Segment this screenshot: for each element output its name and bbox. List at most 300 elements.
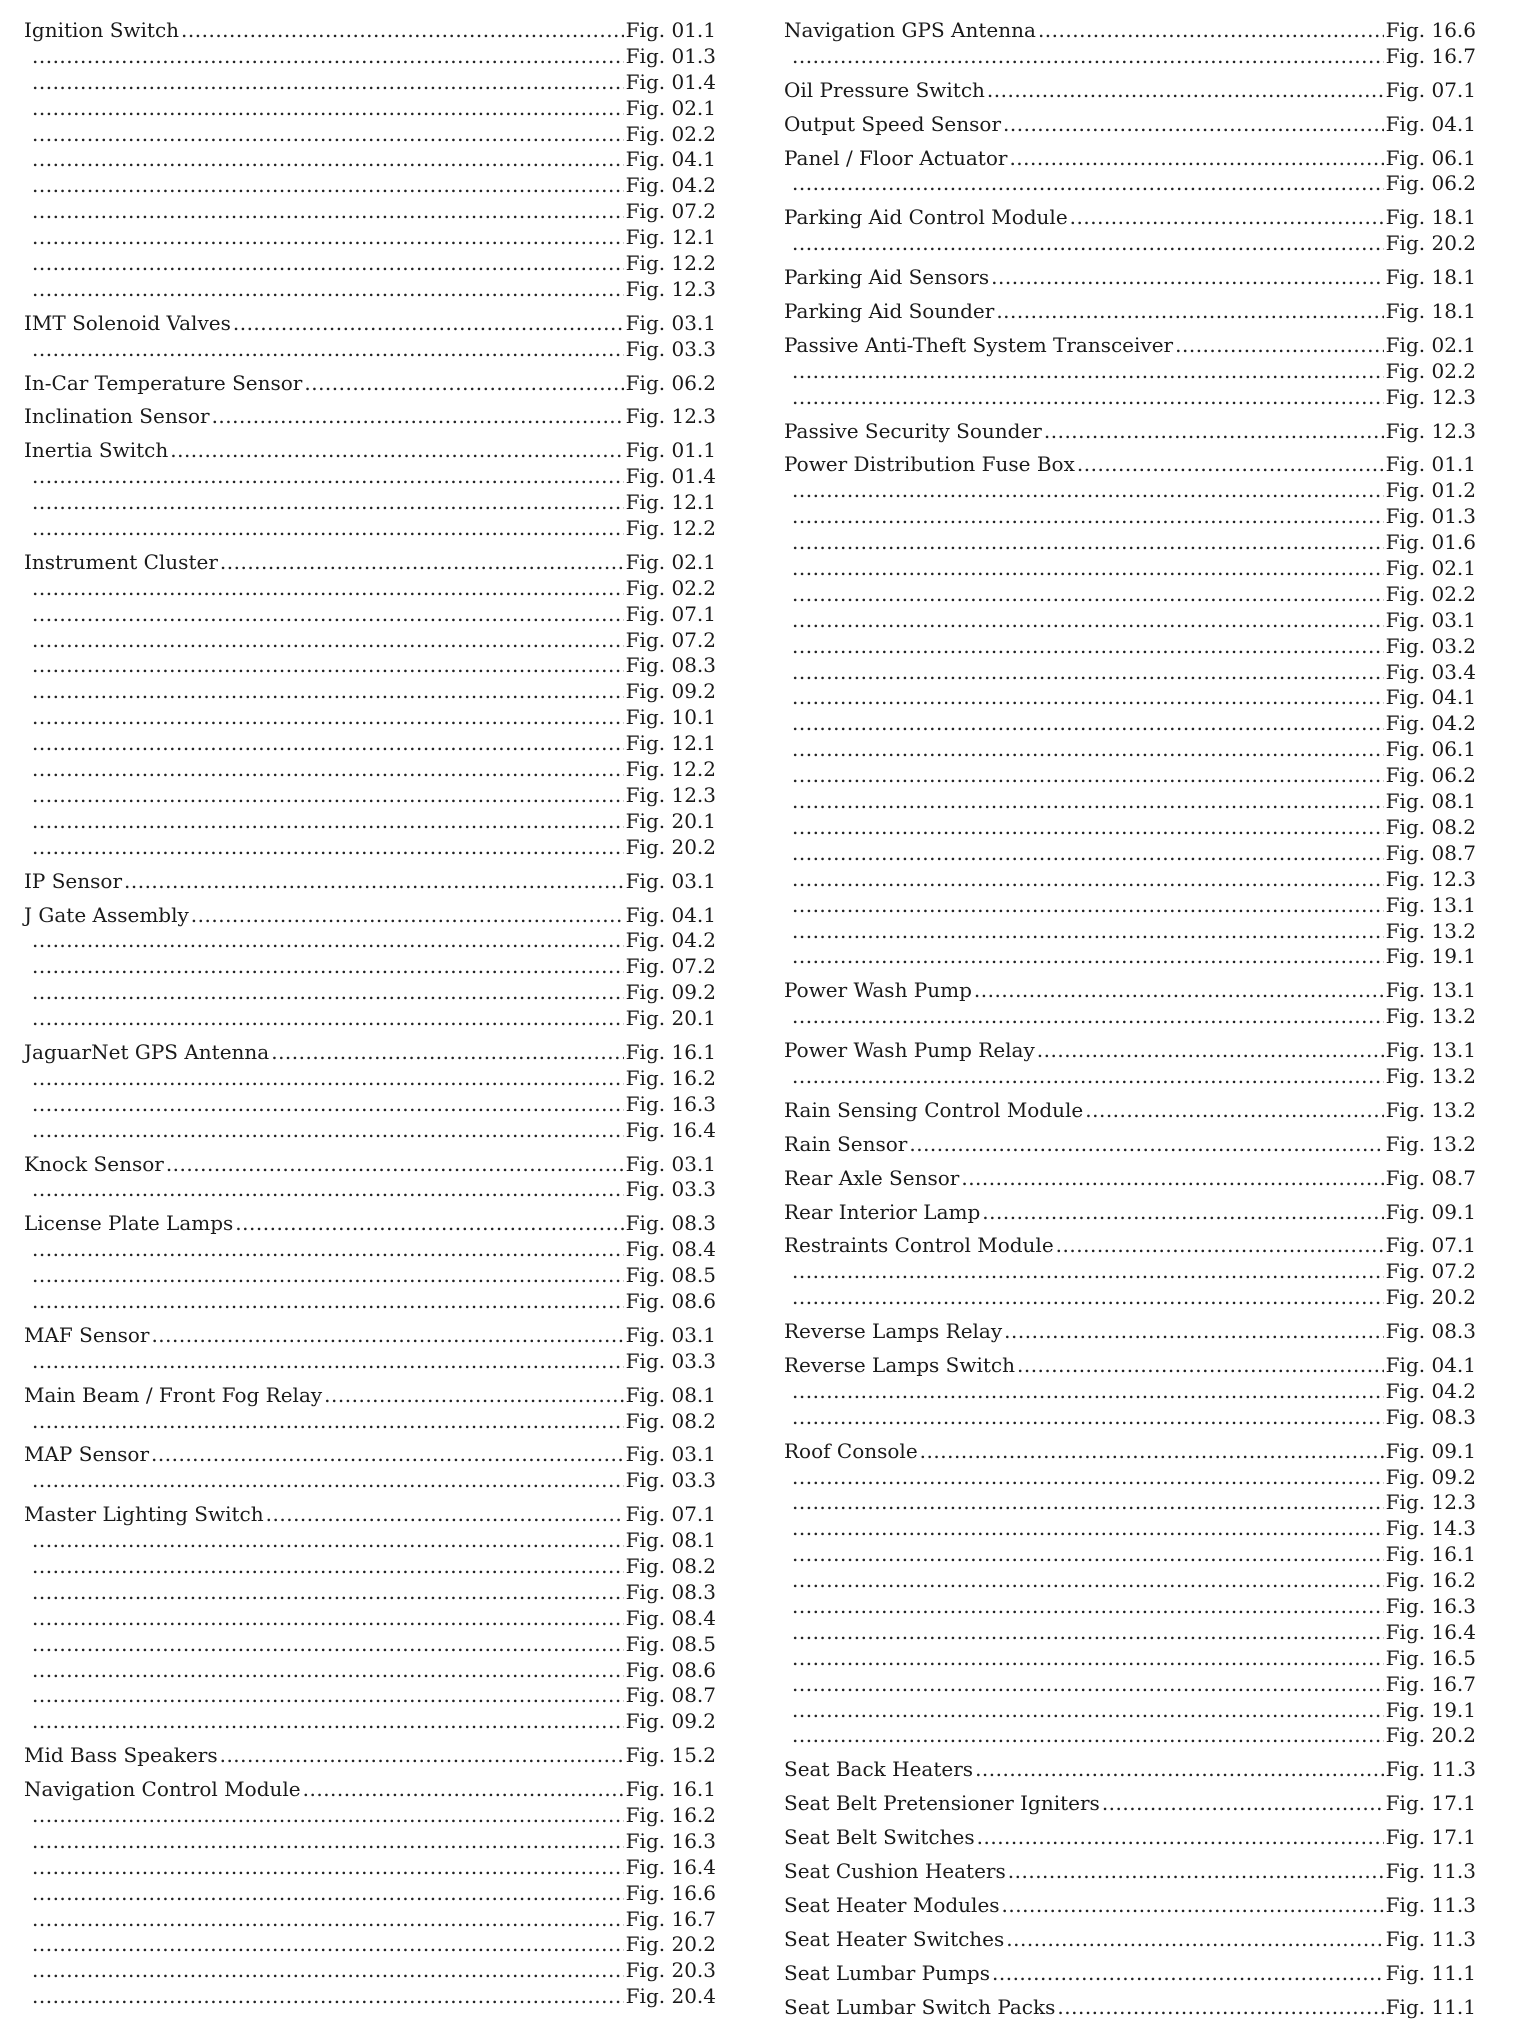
index-entry-continuation-line — [784, 919, 1476, 945]
figure-reference[interactable]: Fig. 16.7 — [1385, 43, 1476, 68]
figure-reference[interactable]: Fig. 16.6 — [1385, 18, 1476, 42]
figure-reference[interactable]: Fig. 12.3 — [625, 404, 716, 429]
dot-leader — [32, 1092, 624, 1118]
index-entry-continuation-line — [24, 1881, 716, 1907]
index-entry-continuation-line — [784, 1594, 1476, 1620]
figure-reference[interactable]: Fig. 03.1 — [625, 310, 716, 335]
index-entry-line — [24, 1211, 716, 1237]
figure-reference[interactable]: Fig. 08.7 — [1385, 1165, 1476, 1190]
dot-leader — [32, 122, 624, 148]
index-entry-continuation-line — [784, 231, 1476, 257]
figure-reference[interactable]: Fig. 13.2 — [1385, 1097, 1476, 1122]
dot-leader — [32, 1409, 624, 1435]
figure-reference[interactable]: Fig. 13.2 — [1385, 1131, 1476, 1156]
index-entry — [784, 1132, 1476, 1158]
index-entry-line — [784, 419, 1476, 445]
index-entry-continuation-line — [24, 653, 716, 679]
figure-reference[interactable]: Fig. 13.1 — [1385, 892, 1476, 917]
figure-reference[interactable]: Fig. 12.3 — [1385, 1490, 1476, 1515]
index-entry-line — [24, 1040, 716, 1066]
figure-reference[interactable]: Fig. 04.1 — [1385, 111, 1476, 136]
figure-reference[interactable]: Fig. 18.1 — [1385, 265, 1476, 290]
figure-reference[interactable]: Fig. 04.1 — [625, 902, 716, 927]
component-name: Reverse Lamps Relay — [784, 1319, 1003, 1344]
figure-reference[interactable]: Fig. 08.1 — [1385, 789, 1476, 814]
index-entry-continuation-line — [24, 1829, 716, 1855]
figure-reference[interactable]: Fig. 16.2 — [1385, 1568, 1476, 1593]
figure-reference[interactable]: Fig. 12.3 — [1385, 866, 1476, 891]
figure-reference[interactable]: Fig. 16.3 — [1385, 1593, 1476, 1618]
figure-reference[interactable]: Fig. 10.1 — [625, 705, 716, 730]
figure-reference[interactable]: Fig. 03.4 — [1385, 659, 1476, 684]
component-name: In-Car Temperature Sensor — [24, 370, 303, 395]
figure-reference[interactable]: Fig. 12.3 — [625, 276, 716, 301]
figure-reference[interactable]: Fig. 08.2 — [1385, 814, 1476, 839]
figure-reference[interactable]: Fig. 12.3 — [1385, 418, 1476, 443]
figure-reference[interactable]: Fig. 02.1 — [625, 549, 716, 574]
dot-leader — [792, 660, 1384, 686]
figure-reference[interactable]: Fig. 08.3 — [625, 1579, 716, 1604]
figure-reference[interactable]: Fig. 16.7 — [625, 1906, 716, 1931]
figure-reference[interactable]: Fig. 20.1 — [625, 808, 716, 833]
index-entry-line — [784, 146, 1476, 172]
index-entry-continuation-line — [784, 789, 1476, 815]
component-name: Parking Aid Control Module — [784, 205, 1068, 230]
figure-reference[interactable]: Fig. 12.2 — [625, 757, 716, 782]
figure-reference[interactable]: Fig. 11.3 — [1385, 1859, 1476, 1883]
dot-leader — [792, 815, 1384, 841]
figure-reference[interactable]: Fig. 16.1 — [1385, 1542, 1476, 1567]
figure-reference[interactable]: Fig. 19.1 — [1385, 944, 1476, 969]
figure-reference[interactable]: Fig. 12.1 — [625, 225, 716, 250]
figure-reference[interactable]: Fig. 03.3 — [625, 1177, 716, 1202]
dot-leader — [792, 893, 1384, 919]
figure-reference[interactable]: Fig. 06.2 — [625, 370, 716, 395]
index-entry-continuation-line — [784, 1568, 1476, 1594]
figure-reference[interactable]: Fig. 02.1 — [1385, 556, 1476, 581]
figure-reference[interactable]: Fig. 03.1 — [625, 1442, 716, 1467]
figure-reference[interactable]: Fig. 07.1 — [1385, 1233, 1476, 1258]
figure-reference[interactable]: Fig. 20.2 — [625, 834, 716, 859]
figure-reference[interactable]: Fig. 08.5 — [625, 1263, 716, 1288]
index-entry-continuation-line — [24, 1984, 716, 2010]
figure-reference[interactable]: Fig. 11.3 — [1385, 1926, 1476, 1951]
component-name: License Plate Lamps — [24, 1211, 234, 1236]
figure-reference[interactable]: Fig. 09.2 — [625, 679, 716, 704]
index-entry-continuation-line — [24, 1349, 716, 1375]
dot-leader — [32, 628, 624, 654]
figure-reference[interactable]: Fig. 07.1 — [1385, 77, 1476, 102]
index-entry-continuation-line — [784, 737, 1476, 763]
figure-reference[interactable]: Fig. 12.2 — [625, 251, 716, 276]
dot-leader — [792, 1594, 1384, 1620]
figure-reference[interactable]: Fig. 01.4 — [625, 69, 716, 94]
figure-reference[interactable]: Fig. 12.2 — [625, 516, 716, 541]
figure-reference[interactable]: Fig. 04.2 — [1385, 711, 1476, 736]
figure-reference[interactable]: Fig. 08.6 — [625, 1288, 716, 1313]
component-name: Passive Anti-Theft System Transceiver — [784, 332, 1174, 357]
index-entry-continuation-line — [784, 1646, 1476, 1672]
dot-leader — [32, 1881, 624, 1907]
index-entry-continuation-line — [784, 1064, 1476, 1090]
dot-leader — [792, 44, 1384, 70]
figure-reference[interactable]: Fig. 16.4 — [1385, 1619, 1476, 1644]
index-entry-line — [784, 1859, 1476, 1885]
index-entry — [24, 311, 716, 363]
figure-reference[interactable]: Fig. 09.2 — [625, 1709, 716, 1734]
index-entry-continuation-line — [24, 1632, 716, 1658]
figure-reference[interactable]: Fig. 17.1 — [1385, 1791, 1476, 1816]
component-name: Navigation GPS Antenna — [784, 18, 1036, 42]
component-name: IMT Solenoid Valves — [24, 310, 231, 335]
index-entry — [24, 1323, 716, 1375]
dot-leader — [792, 171, 1384, 197]
dot-leader — [792, 1490, 1384, 1516]
figure-reference[interactable]: Fig. 20.2 — [1385, 1285, 1476, 1310]
figure-reference[interactable]: Fig. 02.1 — [625, 95, 716, 120]
figure-reference[interactable]: Fig. 08.7 — [625, 1683, 716, 1708]
index-entry-continuation-line — [784, 478, 1476, 504]
index-entry — [784, 1319, 1476, 1345]
figure-reference[interactable]: Fig. 04.1 — [1385, 1352, 1476, 1377]
figure-reference[interactable]: Fig. 12.3 — [1385, 384, 1476, 409]
dot-leader — [1003, 112, 1384, 138]
figure-reference[interactable]: Fig. 01.2 — [1385, 478, 1476, 503]
dot-leader — [32, 1554, 624, 1580]
figure-reference[interactable]: Fig. 04.1 — [1385, 685, 1476, 710]
figure-reference[interactable]: Fig. 07.2 — [625, 627, 716, 652]
dot-leader — [1102, 1791, 1384, 1817]
figure-reference[interactable]: Fig. 16.5 — [1385, 1645, 1476, 1670]
figure-reference[interactable]: Fig. 19.1 — [1385, 1697, 1476, 1722]
index-entry — [784, 1353, 1476, 1431]
figure-reference[interactable]: Fig. 11.3 — [1385, 1757, 1476, 1782]
index-entry-continuation-line — [24, 122, 716, 148]
dot-leader — [792, 1259, 1384, 1285]
figure-reference[interactable]: Fig. 16.2 — [625, 1803, 716, 1827]
figure-reference[interactable]: Fig. 13.1 — [1385, 1038, 1476, 1063]
index-entry-continuation-line — [784, 359, 1476, 385]
index-entry — [784, 978, 1476, 1030]
index-entry-continuation-line — [24, 731, 716, 757]
index-entry-line — [784, 1038, 1476, 1064]
index-entry-line — [784, 1132, 1476, 1158]
figure-reference[interactable]: Fig. 08.1 — [625, 1528, 716, 1553]
index-entry-continuation-line — [24, 809, 716, 835]
figure-reference[interactable]: Fig. 03.3 — [625, 336, 716, 361]
dot-leader — [1070, 205, 1384, 231]
figure-reference[interactable]: Fig. 08.5 — [625, 1631, 716, 1656]
dot-leader — [32, 1606, 624, 1632]
index-entry — [784, 1200, 1476, 1226]
dot-leader — [1008, 1859, 1384, 1885]
index-entry — [784, 1927, 1476, 1953]
figure-reference[interactable]: Fig. 11.1 — [1385, 1960, 1476, 1985]
figure-reference[interactable]: Fig. 08.7 — [1385, 840, 1476, 865]
dot-leader — [792, 504, 1384, 530]
figure-reference[interactable]: Fig. 18.1 — [1385, 205, 1476, 230]
dot-leader — [792, 478, 1384, 504]
figure-reference[interactable]: Fig. 16.4 — [625, 1117, 716, 1142]
dot-leader — [792, 1465, 1384, 1491]
index-entry — [784, 1439, 1476, 1750]
figure-reference[interactable]: Fig. 20.3 — [625, 1958, 716, 1983]
dot-leader — [166, 1152, 624, 1178]
dot-leader — [32, 1958, 624, 1984]
figure-reference[interactable]: Fig. 13.2 — [1385, 918, 1476, 943]
index-entry-continuation-line — [784, 385, 1476, 411]
figure-reference[interactable]: Fig. 20.2 — [1385, 1723, 1476, 1748]
figure-reference[interactable]: Fig. 20.4 — [625, 1984, 716, 2009]
component-name: Seat Belt Switches — [784, 1825, 975, 1850]
dot-leader — [220, 1743, 624, 1769]
component-name: Inclination Sensor — [24, 404, 210, 429]
dot-leader — [32, 1289, 624, 1315]
index-entry-continuation-line — [784, 1490, 1476, 1516]
index-entry — [24, 550, 716, 861]
dot-leader — [32, 70, 624, 96]
figure-reference[interactable]: Fig. 12.1 — [625, 731, 716, 756]
dot-leader — [1009, 146, 1383, 172]
component-name: Parking Aid Sounder — [784, 299, 995, 324]
figure-reference[interactable]: Fig. 16.4 — [625, 1854, 716, 1879]
figure-reference[interactable]: Fig. 11.3 — [1385, 1892, 1476, 1917]
dot-leader — [792, 582, 1384, 608]
component-name: Navigation Control Module — [24, 1777, 301, 1802]
figure-reference[interactable]: Fig. 07.2 — [1385, 1259, 1476, 1284]
figure-reference[interactable]: Fig. 06.2 — [1385, 763, 1476, 788]
figure-reference[interactable]: Fig. 08.4 — [625, 1237, 716, 1262]
figure-reference[interactable]: Fig. 18.1 — [1385, 299, 1476, 324]
figure-reference[interactable]: Fig. 16.6 — [625, 1880, 716, 1905]
index-entry-continuation-line — [24, 928, 716, 954]
index-entry-continuation-line — [784, 530, 1476, 556]
index-entry-continuation-line — [784, 556, 1476, 582]
index-entry-continuation-line — [24, 576, 716, 602]
index-entry-continuation-line — [784, 841, 1476, 867]
component-name: Power Distribution Fuse Box — [784, 452, 1075, 477]
index-entry-line — [24, 404, 716, 430]
figure-reference[interactable]: Fig. 11.1 — [1385, 1994, 1476, 2019]
figure-reference[interactable]: Fig. 03.1 — [625, 1151, 716, 1176]
index-entry-continuation-line — [24, 1118, 716, 1144]
figure-reference[interactable]: Fig. 02.2 — [625, 121, 716, 146]
dot-leader — [920, 1439, 1384, 1465]
dot-leader — [1006, 1927, 1383, 1953]
dot-leader — [303, 1777, 624, 1803]
index-entry — [784, 1757, 1476, 1783]
figure-reference[interactable]: Fig. 13.2 — [1385, 1063, 1476, 1088]
dot-leader — [32, 1658, 624, 1684]
figure-reference[interactable]: Fig. 01.1 — [625, 438, 716, 463]
dot-leader — [1017, 1353, 1384, 1379]
figure-reference[interactable]: Fig. 13.2 — [1385, 1004, 1476, 1029]
figure-reference[interactable]: Fig. 20.1 — [625, 1006, 716, 1031]
index-entry — [24, 404, 716, 430]
index-entry-continuation-line — [24, 1658, 716, 1684]
dot-leader — [32, 173, 624, 199]
dot-leader — [32, 809, 624, 835]
index-entry-line — [24, 1743, 716, 1769]
index-entry-continuation-line — [24, 173, 716, 199]
component-name: Inertia Switch — [24, 438, 169, 463]
figure-reference[interactable]: Fig. 01.3 — [1385, 504, 1476, 529]
dot-leader — [32, 1263, 624, 1289]
figure-reference[interactable]: Fig. 12.1 — [625, 490, 716, 515]
index-entry-line — [784, 78, 1476, 104]
dot-leader — [32, 147, 624, 173]
component-name: Reverse Lamps Switch — [784, 1352, 1015, 1377]
figure-reference[interactable]: Fig. 08.3 — [1385, 1404, 1476, 1429]
dot-leader — [1056, 1233, 1384, 1259]
figure-reference[interactable]: Fig. 08.6 — [625, 1657, 716, 1682]
figure-reference[interactable]: Fig. 09.1 — [1385, 1199, 1476, 1224]
dot-leader — [987, 78, 1384, 104]
component-name: Master Lighting Switch — [24, 1502, 264, 1527]
figure-reference[interactable]: Fig. 03.1 — [625, 868, 716, 893]
dot-leader — [32, 653, 624, 679]
dot-leader — [271, 1040, 623, 1066]
component-name: Seat Heater Modules — [784, 1892, 1000, 1917]
index-entry-continuation-line — [784, 1620, 1476, 1646]
figure-reference[interactable]: Fig. 16.7 — [1385, 1671, 1476, 1696]
index-entry — [24, 18, 716, 303]
dot-leader — [977, 1825, 1384, 1851]
index-entry — [24, 1383, 716, 1435]
index-entry-continuation-line — [24, 1289, 716, 1315]
dot-leader — [1175, 333, 1384, 359]
index-entry-continuation-line — [784, 582, 1476, 608]
figure-reference[interactable]: Fig. 03.2 — [1385, 633, 1476, 658]
dot-leader — [1044, 419, 1384, 445]
figure-reference[interactable]: Fig. 16.3 — [625, 1091, 716, 1116]
component-name: Parking Aid Sensors — [784, 265, 990, 290]
dot-leader — [992, 1961, 1384, 1987]
figure-reference[interactable]: Fig. 14.3 — [1385, 1516, 1476, 1541]
index-entry-line — [24, 1323, 716, 1349]
index-entry — [784, 1893, 1476, 1919]
figure-reference[interactable]: Fig. 08.4 — [625, 1605, 716, 1630]
index-entry-continuation-line — [784, 1465, 1476, 1491]
index-entry-line — [784, 112, 1476, 138]
figure-reference[interactable]: Fig. 07.1 — [625, 1502, 716, 1527]
index-entry-line — [784, 1791, 1476, 1817]
dot-leader — [32, 783, 624, 809]
figure-reference[interactable]: Fig. 13.1 — [1385, 978, 1476, 1003]
figure-reference[interactable]: Fig. 15.2 — [625, 1743, 716, 1768]
index-entry-continuation-line — [784, 1405, 1476, 1431]
index-entry-continuation-line — [24, 1006, 716, 1032]
figure-reference[interactable]: Fig. 16.2 — [625, 1065, 716, 1090]
figure-reference[interactable]: Fig. 08.1 — [625, 1382, 716, 1407]
figure-reference[interactable]: Fig. 09.1 — [1385, 1438, 1476, 1463]
figure-reference[interactable]: Fig. 01.1 — [625, 18, 716, 42]
figure-reference[interactable]: Fig. 08.3 — [625, 1211, 716, 1236]
figure-reference[interactable]: Fig. 03.1 — [1385, 607, 1476, 632]
component-name: MAP Sensor — [24, 1442, 150, 1467]
index-entry — [784, 112, 1476, 138]
figure-reference[interactable]: Fig. 02.2 — [1385, 358, 1476, 383]
index-entry — [24, 1442, 716, 1494]
dot-leader — [324, 1383, 624, 1409]
dot-leader — [212, 404, 624, 430]
dot-leader — [792, 634, 1384, 660]
figure-reference[interactable]: Fig. 02.2 — [1385, 581, 1476, 606]
index-entry-continuation-line — [784, 815, 1476, 841]
figure-reference[interactable]: Fig. 02.2 — [625, 575, 716, 600]
dot-leader — [32, 1632, 624, 1658]
figure-reference[interactable]: Fig. 20.2 — [1385, 231, 1476, 256]
figure-reference[interactable]: Fig. 07.1 — [625, 601, 716, 626]
figure-reference[interactable]: Fig. 06.2 — [1385, 171, 1476, 196]
figure-reference[interactable]: Fig. 06.1 — [1385, 145, 1476, 170]
index-column-left — [24, 18, 716, 2018]
dot-leader — [32, 1683, 624, 1709]
figure-reference[interactable]: Fig. 04.2 — [1385, 1378, 1476, 1403]
figure-reference[interactable]: Fig. 07.2 — [625, 954, 716, 979]
dot-leader — [32, 1709, 624, 1735]
index-entry-continuation-line — [24, 1066, 716, 1092]
index-entry-line — [784, 18, 1476, 44]
dot-leader — [1077, 452, 1384, 478]
index-entry-continuation-line — [24, 1907, 716, 1933]
figure-reference[interactable]: Fig. 08.2 — [625, 1553, 716, 1578]
figure-reference[interactable]: Fig. 09.2 — [625, 980, 716, 1005]
figure-reference[interactable]: Fig. 08.3 — [625, 653, 716, 678]
index-entry-line — [784, 978, 1476, 1004]
component-name: Seat Cushion Heaters — [784, 1859, 1006, 1883]
dot-leader — [792, 1285, 1384, 1311]
index-entry-continuation-line — [784, 1285, 1476, 1311]
figure-reference[interactable]: Fig. 03.3 — [625, 1348, 716, 1373]
index-entry-continuation-line — [24, 1958, 716, 1984]
figure-reference[interactable]: Fig. 09.2 — [1385, 1464, 1476, 1489]
figure-reference[interactable]: Fig. 01.3 — [625, 43, 716, 68]
figure-reference[interactable]: Fig. 04.1 — [625, 147, 716, 172]
figure-reference[interactable]: Fig. 16.3 — [625, 1828, 716, 1853]
figure-reference[interactable]: Fig. 01.1 — [1385, 452, 1476, 477]
figure-reference[interactable]: Fig. 01.6 — [1385, 530, 1476, 555]
dot-leader — [32, 576, 624, 602]
figure-reference[interactable]: Fig. 08.3 — [1385, 1319, 1476, 1344]
figure-reference[interactable]: Fig. 04.2 — [625, 928, 716, 953]
component-name: Knock Sensor — [24, 1151, 164, 1176]
figure-reference[interactable]: Fig. 01.4 — [625, 464, 716, 489]
figure-reference[interactable]: Fig. 16.1 — [625, 1039, 716, 1064]
figure-reference[interactable]: Fig. 20.2 — [625, 1932, 716, 1957]
figure-reference[interactable]: Fig. 07.2 — [625, 199, 716, 224]
figure-reference[interactable]: Fig. 02.1 — [1385, 332, 1476, 357]
figure-reference[interactable]: Fig. 04.2 — [625, 173, 716, 198]
index-entry-continuation-line — [784, 1516, 1476, 1542]
figure-reference[interactable]: Fig. 12.3 — [625, 782, 716, 807]
dot-leader — [1057, 1995, 1383, 2021]
figure-reference[interactable]: Fig. 03.3 — [625, 1468, 716, 1493]
figure-reference[interactable]: Fig. 03.1 — [625, 1322, 716, 1347]
figure-reference[interactable]: Fig. 16.1 — [625, 1777, 716, 1802]
component-name: Rear Interior Lamp — [784, 1199, 981, 1224]
dot-leader — [792, 919, 1384, 945]
dot-leader — [975, 1757, 1384, 1783]
index-entry — [784, 1859, 1476, 1885]
dot-leader — [32, 337, 624, 363]
figure-reference[interactable]: Fig. 08.2 — [625, 1408, 716, 1433]
index-entry-continuation-line — [24, 1528, 716, 1554]
dot-leader — [792, 1568, 1384, 1594]
figure-reference[interactable]: Fig. 17.1 — [1385, 1825, 1476, 1850]
figure-reference[interactable]: Fig. 06.1 — [1385, 737, 1476, 762]
component-name: IP Sensor — [24, 868, 122, 893]
